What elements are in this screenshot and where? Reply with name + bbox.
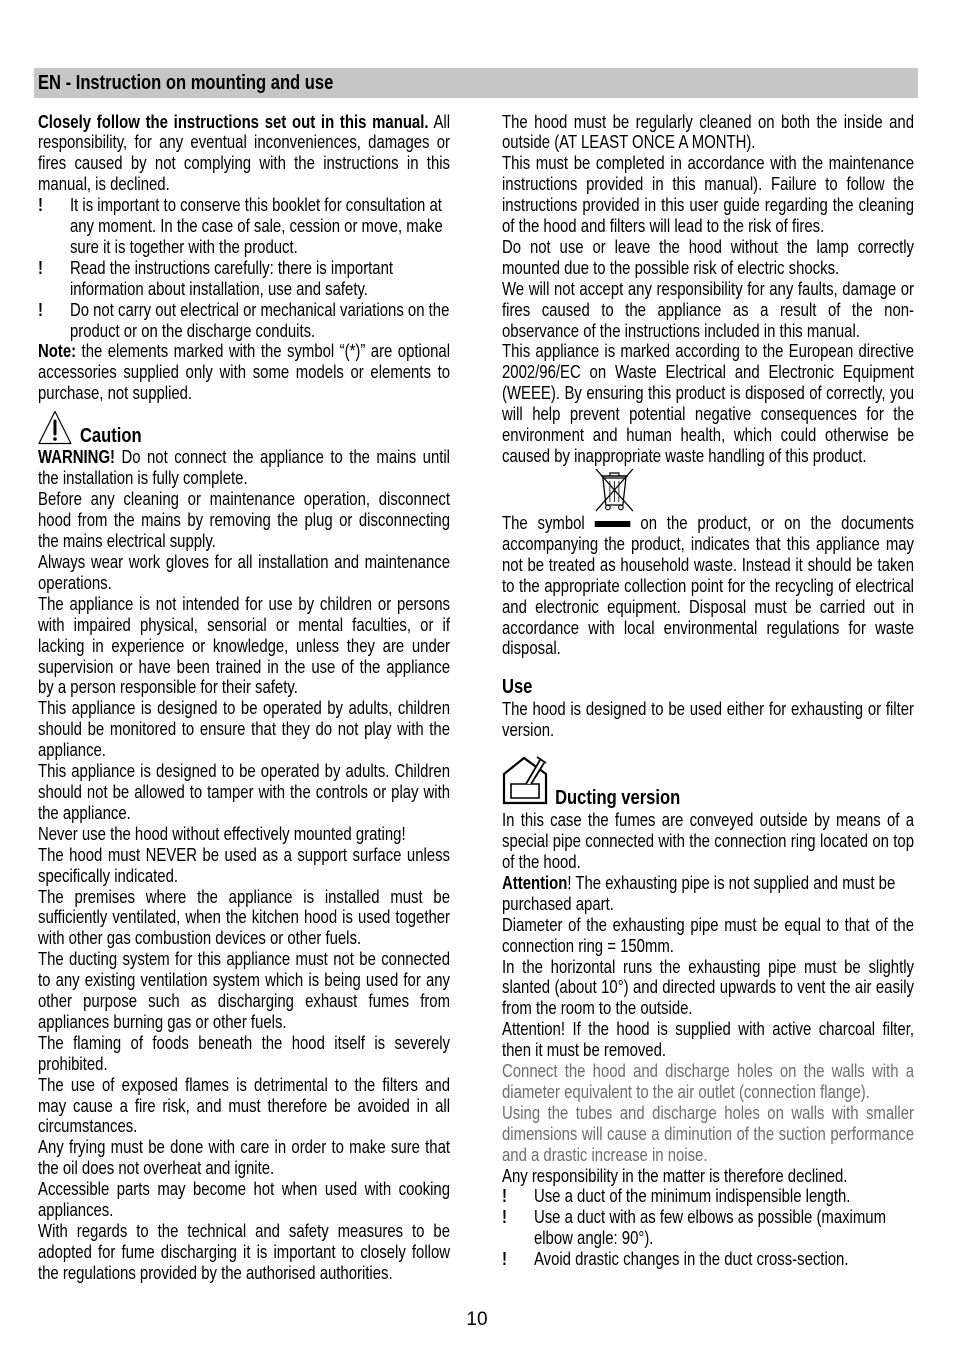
section-header-bar (34, 68, 918, 98)
list-item (502, 1207, 914, 1249)
caution-heading-label: Caution (79, 424, 142, 447)
warning-paragraph (38, 447, 450, 489)
list-item (38, 300, 450, 342)
intro-bold-text: Closely follow the instructions set out in this manual. (38, 111, 429, 132)
exclamation-bullet: ! (502, 1249, 507, 1270)
attention-paragraph (502, 873, 914, 915)
warning-text: Do not connect the appliance to the mains until the installation is fully complete. (38, 447, 450, 489)
caution-heading (38, 404, 450, 447)
use-heading: Use (502, 676, 533, 699)
list-item (38, 258, 450, 300)
list-item-text: Do not carry out electrical or mechanical variations on the product or on the discharge conduits. (69, 299, 450, 341)
ducting-paragraph: Diameter of the exhausting pipe must be equal to that of the connection ring = 150mm. (502, 914, 914, 956)
maintenance-paragraph: This must be completed in accordance with the maintenance instructions provided in this manual). Failure to follow the instructions provided in this user guide regarding the cleaning of the hood and filters will lead to the risk of fires. (502, 153, 914, 237)
ducting-paragraph: Attention! If the hood is supplied with active charcoal filter, then it must be removed. (502, 1019, 914, 1061)
maintenance-paragraph: We will not accept any responsibility for any faults, damage or fires caused to the appliance as a result of the non-observance of the instructions included in this manual. (502, 278, 914, 341)
maintenance-paragraph: Do not use or leave the hood without the lamp correctly mounted due to the possible risk of electric shocks. (502, 236, 914, 278)
caution-paragraph: Always wear work gloves for all installation and maintenance operations. (38, 552, 450, 593)
list-item-text: Use a duct with as few elbows as possible (maximum elbow angle: 90°). (533, 1207, 886, 1249)
list-item-text: It is important to conserve this booklet for consultation at any moment. In the case of sale, cession or move, make sure it is together with the product. (69, 195, 443, 257)
use-paragraph: The hood is designed to be used either for exhausting or filter version. (502, 699, 914, 741)
caution-paragraph: Any frying must be done with care in order to make sure that the oil does not overheat and ignite. (38, 1137, 450, 1179)
caution-paragraph: The appliance is not intended for use by children or persons with impaired physical, sensorial or mental faculties, or if lacking in experience or knowledge, unless they are under supervision or have been trained in the use of the appliance by a person responsible for their safety. (38, 593, 450, 698)
intro-text: All responsibility, for any eventual inconveniences, damages or fires caused by not complying with the instructions in this manual, is declined. (38, 111, 450, 195)
caution-paragraph: Before any cleaning or maintenance operation, disconnect hood from the mains by removing the plug or disconnecting the mains electrical supply. (38, 489, 450, 552)
muted-paragraph: Connect the hood and discharge holes on the walls with a diameter equivalent to the air outlet (connection flange). (502, 1061, 914, 1102)
caution-paragraph: This appliance is designed to be operated by adults, children should be monitored to ensure that they do not play with the appliance. (38, 698, 450, 761)
exclamation-bullet: ! (38, 195, 43, 216)
ducting-hood-icon (502, 754, 548, 805)
caution-paragraph: The hood must NEVER be used as a support surface unless specifically indicated. (38, 844, 450, 886)
exclamation-bullet: ! (502, 1207, 507, 1228)
weee-symbol-block (502, 467, 914, 513)
ducting-heading-label: Ducting version (555, 786, 681, 809)
list-item-text: Use a duct of the minimum indispensible length. (533, 1186, 851, 1207)
intro-paragraph (38, 112, 450, 196)
weee-paragraph (502, 513, 914, 659)
maintenance-paragraph: The hood must be regularly cleaned on both the inside and outside (AT LEAST ONCE A MONTH). (502, 111, 914, 153)
left-column (38, 112, 450, 1304)
weee-bar-symbol (595, 521, 631, 527)
caution-paragraph: With regards to the technical and safety measures to be adopted for fume discharging it is important to closely follow the regulations provided by the authorised authorities. (38, 1221, 450, 1283)
warning-label: WARNING! (38, 447, 116, 468)
exclamation-bullet: ! (38, 299, 43, 320)
caution-paragraph: The premises where the appliance is installed must be sufficiently ventilated, when the kitchen hood is used together with other gas combustion devices or other fuels. (38, 886, 450, 949)
weee-text: on the product, or on the documents accompanying the product, indicates that this appliance may not be treated as household waste. Instead it should be taken to the appropriate collection point for the recycling of electrical and electronic equipment. Disposal must be carried out in accordance with local environmental regulations for waste disposal. (502, 513, 914, 659)
attention-label: Attention (502, 872, 568, 893)
right-column (502, 112, 914, 1304)
list-item-text: Read the instructions carefully: there is important information about installation, use and safety. (69, 257, 394, 299)
page-number: 10 (466, 1309, 488, 1330)
caution-paragraph: Never use the hood without effectively mounted grating! (38, 823, 406, 844)
attention-text: ! The exhausting pipe is not supplied and must be purchased apart. (502, 872, 896, 914)
weee-directive-paragraph: This appliance is marked according to the European directive 2002/96/EC on Waste Electrical and Electronic Equipment (WEEE). By ensuring this product is disposed of correctly, you will help prevent potential negative consequences for the environment and human health, which could otherwise be caused by inappropriate waste handling of this product. (502, 341, 914, 466)
exclamation-bullet: ! (502, 1186, 507, 1207)
crossed-out-bin-icon (594, 467, 635, 513)
list-item (502, 1249, 914, 1270)
ducting-heading (502, 741, 914, 810)
ducting-paragraph: In the horizontal runs the exhausting pipe must be slightly slanted (about 10°) and directed upwards to vent the air easily from the room to the outside. (502, 956, 914, 1019)
list-item-text: Avoid drastic changes in the duct cross-section. (533, 1249, 849, 1270)
caution-paragraph: Accessible parts may become hot when used with cooking appliances. (38, 1179, 450, 1221)
section-title: EN - Instruction on mounting and use (38, 72, 334, 94)
closing-paragraph: Any responsibility in the matter is therefore declined. (502, 1165, 848, 1186)
list-item (38, 195, 450, 258)
caution-paragraph: The ducting system for this appliance must not be connected to any existing ventilation system which is being used for any other purpose such as discharging exhaust fumes from appliances burning gas or other fuels. (38, 949, 450, 1032)
ducting-paragraph: In this case the fumes are conveyed outside by means of a special pipe connected with the connection ring located on top of the hood. (502, 810, 914, 872)
warning-triangle-icon (38, 410, 72, 445)
muted-paragraph: Using the tubes and discharge holes on walls with smaller dimensions will cause a diminution of the suction performance and a drastic increase in noise. (502, 1102, 914, 1165)
caution-paragraph: The use of exposed flames is detrimental to the filters and may cause a fire risk, and must therefore be avoided in all circumstances. (38, 1074, 450, 1137)
weee-prefix: The symbol (502, 513, 585, 533)
list-item (502, 1186, 914, 1207)
exclamation-bullet: ! (38, 257, 43, 278)
note-text: the elements marked with the symbol “(*)” are optional accessories supplied only with some models or elements to purchase, not supplied. (38, 341, 450, 404)
note-paragraph (38, 341, 450, 404)
caution-paragraph: The flaming of foods beneath the hood itself is severely prohibited. (38, 1032, 450, 1074)
caution-paragraph: This appliance is designed to be operated by adults. Children should not be allowed to tamper with the controls or play with the appliance. (38, 761, 450, 823)
note-label: Note: (38, 341, 77, 362)
